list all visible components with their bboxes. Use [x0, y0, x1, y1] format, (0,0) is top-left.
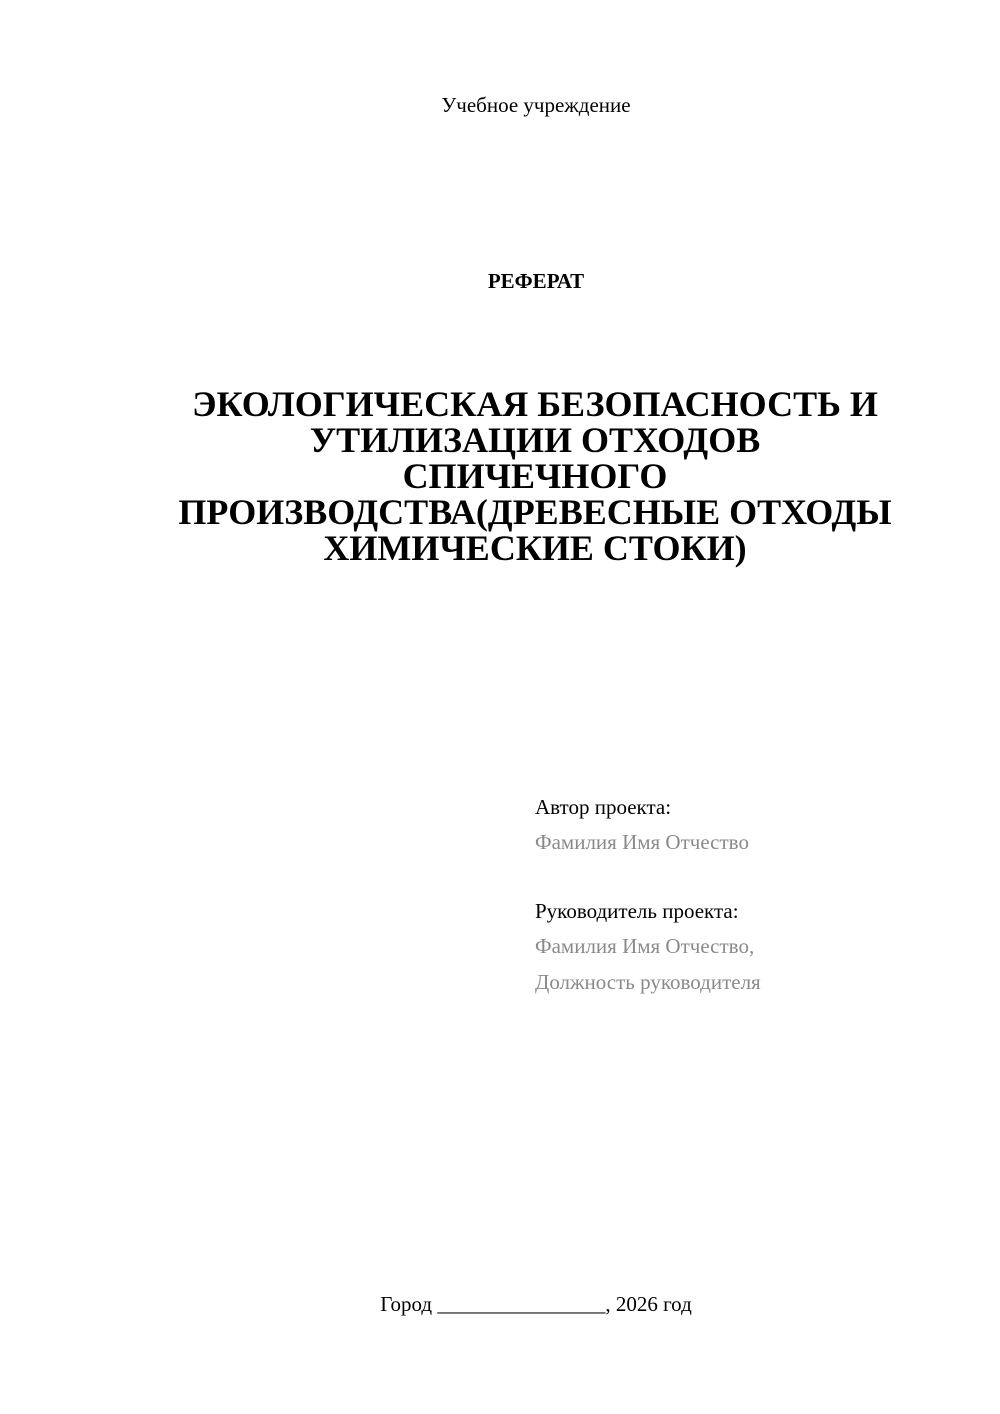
author-name: Фамилия Имя Отчество — [535, 830, 749, 854]
title-line: ЭКОЛОГИЧЕСКАЯ БЕЗОПАСНОСТЬ И — [192, 384, 878, 424]
title-line: СПИЧЕЧНОГО — [402, 456, 668, 496]
supervisor-position: Должность руководителя — [535, 970, 761, 994]
supervisor-label: Руководитель проекта: — [535, 899, 739, 923]
supervisor-name: Фамилия Имя Отчество, — [535, 934, 755, 958]
title-line: ПРОИЗВОДСТВА(ДРЕВЕСНЫЕ ОТХОДЫ — [178, 492, 892, 532]
title-line: УТИЛИЗАЦИИ ОТХОДОВ — [309, 420, 761, 460]
city-year-line: Город ________________, 2026 год — [380, 1292, 692, 1316]
institution-name: Учебное учреждение — [441, 93, 631, 117]
document-title — [120, 386, 950, 566]
author-block — [535, 790, 975, 860]
title-line: ХИМИЧЕСКИЕ СТОКИ) — [323, 528, 747, 568]
supervisor-block — [535, 894, 975, 1000]
document-type: РЕФЕРАТ — [487, 269, 585, 293]
author-label: Автор проекта: — [535, 795, 672, 819]
